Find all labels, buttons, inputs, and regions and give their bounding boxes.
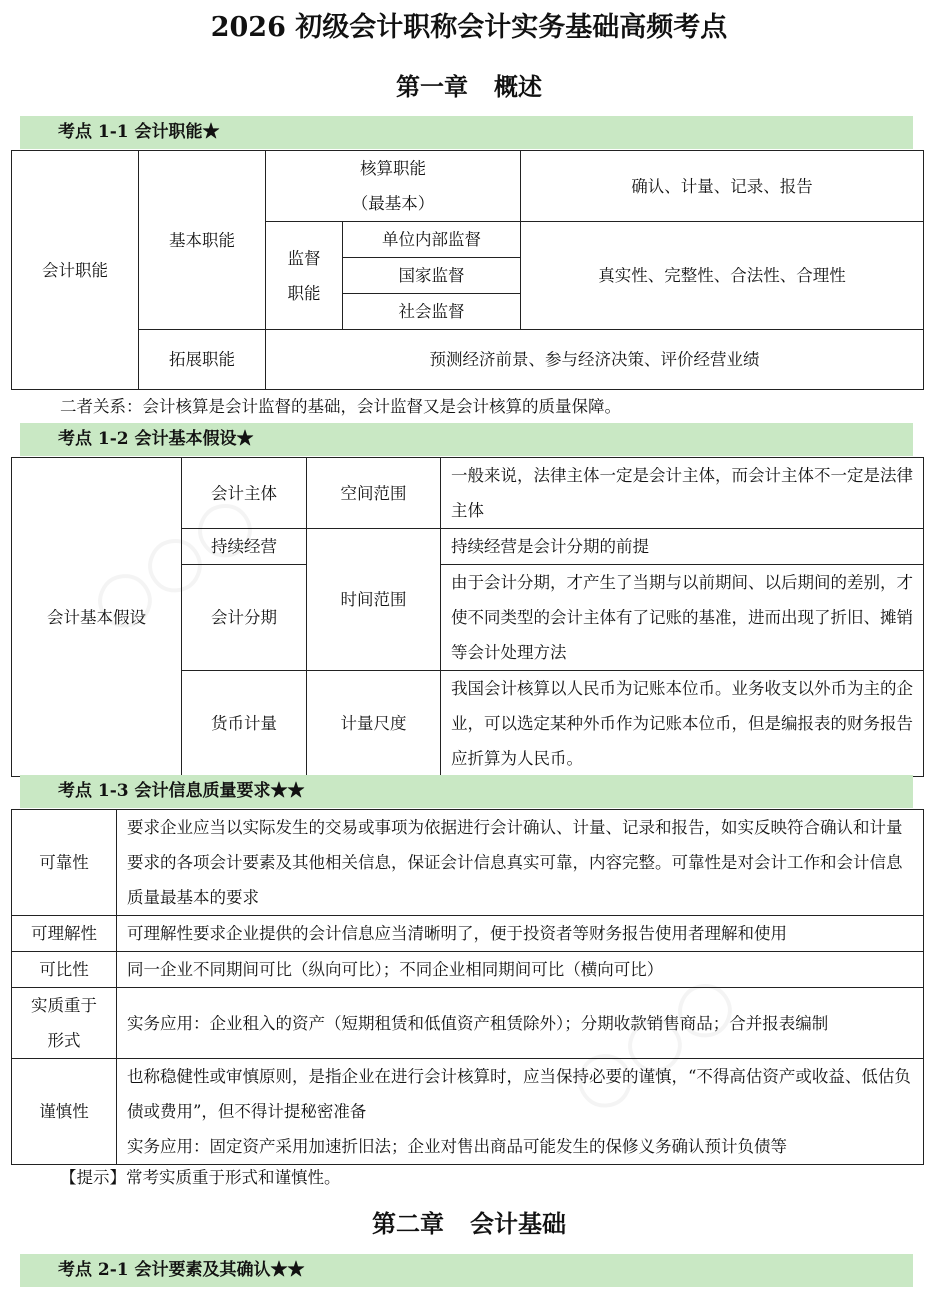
assumption-scope-time: 时间范围 [307, 529, 441, 671]
extended-desc-cell: 预测经济前景、参与经济决策、评价经营业绩 [266, 330, 924, 390]
functions-root-cell: 会计职能 [12, 151, 139, 390]
assumption-scope-space: 空间范围 [307, 458, 441, 529]
assumption-name-going-concern: 持续经营 [182, 529, 307, 565]
accounting-functions-table [11, 150, 924, 390]
jiandu-line-1: 监督 [287, 248, 321, 268]
basic-functions-cell: 基本职能 [139, 151, 266, 330]
jiandu-function-cell [266, 222, 343, 330]
quality-desc-comparability: 同一企业不同期间可比（纵向可比）；不同企业相同期间可比（横向可比） [117, 952, 924, 988]
chapter-2-name: 会计基础 [470, 1209, 566, 1238]
quality-desc-understandability: 可理解性要求企业提供的会计信息应当清晰明了，便于投资者等财务报告使用者理解和使用 [117, 916, 924, 952]
hesuan-function-cell [266, 151, 521, 222]
basic-assumptions-table [11, 457, 924, 777]
assumption-desc-going-concern: 持续经营是会计分期的前提 [441, 529, 924, 565]
quality-name-comparability: 可比性 [12, 952, 117, 988]
chapter-1-heading [0, 70, 938, 104]
functions-relation-note: 二者关系：会计核算是会计监督的基础，会计监督又是会计核算的质量保障。 [60, 397, 621, 416]
extended-functions-cell: 拓展职能 [139, 330, 266, 390]
quality-name-substance [12, 988, 117, 1059]
quality-tip-note: 【提示】常考实质重于形式和谨慎性。 [60, 1168, 341, 1187]
assumption-name-currency: 货币计量 [182, 671, 307, 777]
quality-name-reliability: 可靠性 [12, 810, 117, 916]
jiandu-item-internal: 单位内部监督 [343, 222, 521, 258]
assumption-name-entity: 会计主体 [182, 458, 307, 529]
quality-desc-prudence [117, 1059, 924, 1165]
point-1-2-header: 考点 1-2 会计基本假设★ [20, 423, 913, 456]
jiandu-item-social: 社会监督 [343, 294, 521, 330]
chapter-1-name: 概述 [494, 72, 542, 101]
assumption-desc-currency: 我国会计核算以人民币为记账本位币。业务收支以外币为主的企业，可以选定某种外币作为记账本位币，但是编报表的财务报告应折算为人民币。 [441, 671, 924, 777]
assumption-name-period: 会计分期 [182, 565, 307, 671]
substance-line-2: 形式 [47, 1031, 81, 1050]
point-1-3-header: 考点 1-3 会计信息质量要求★★ [20, 775, 913, 808]
chapter-1-number: 第一章 [396, 72, 468, 101]
substance-line-1: 实质重于 [31, 996, 97, 1015]
assumption-scope-measure: 计量尺度 [307, 671, 441, 777]
point-2-1-header: 考点 2-1 会计要素及其确认★★ [20, 1254, 913, 1287]
quality-name-prudence: 谨慎性 [12, 1059, 117, 1165]
assumption-desc-period: 由于会计分期，才产生了当期与以前期间、以后期间的差别，才使不同类型的会计主体有了记账的基准，进而出现了折旧、摊销等会计处理方法 [441, 565, 924, 671]
hesuan-desc-cell: 确认、计量、记录、报告 [521, 151, 924, 222]
hesuan-line-2: （最基本） [351, 194, 435, 213]
prudence-definition: 也称稳健性或审慎原则，是指企业在进行会计核算时，应当保持必要的谨慎，“不得高估资产或收益、低估负债或费用”，但不得计提秘密准备 [127, 1067, 911, 1121]
quality-desc-reliability: 要求企业应当以实际发生的交易或事项为依据进行会计确认、计量、记录和报告，如实反映符合确认和计量要求的各项会计要素及其他相关信息，保证会计信息真实可靠，内容完整。可靠性是对会计工作和会计信息质量最基本的要求 [117, 810, 924, 916]
hesuan-line-1: 核算职能 [360, 159, 426, 178]
jiandu-desc-cell: 真实性、完整性、合法性、合理性 [521, 222, 924, 330]
jiandu-item-state: 国家监督 [343, 258, 521, 294]
quality-desc-substance: 实务应用：企业租入的资产（短期租赁和低值资产租赁除外）；分期收款销售商品；合并报表编制 [117, 988, 924, 1059]
assumptions-root-cell: 会计基本假设 [12, 458, 182, 777]
chapter-2-number: 第二章 [372, 1209, 444, 1238]
chapter-2-heading [0, 1207, 938, 1241]
point-1-1-header: 考点 1-1 会计职能★ [20, 116, 913, 149]
quality-requirements-table [11, 809, 924, 1165]
document-title: 2026 初级会计职称会计实务基础高频考点 [210, 12, 728, 43]
jiandu-line-2: 职能 [287, 283, 321, 303]
assumption-desc-entity: 一般来说，法律主体一定是会计主体，而会计主体不一定是法律主体 [441, 458, 924, 529]
quality-name-understandability: 可理解性 [12, 916, 117, 952]
prudence-application: 实务应用：固定资产采用加速折旧法；企业对售出商品可能发生的保修义务确认预计负债等 [127, 1137, 787, 1156]
